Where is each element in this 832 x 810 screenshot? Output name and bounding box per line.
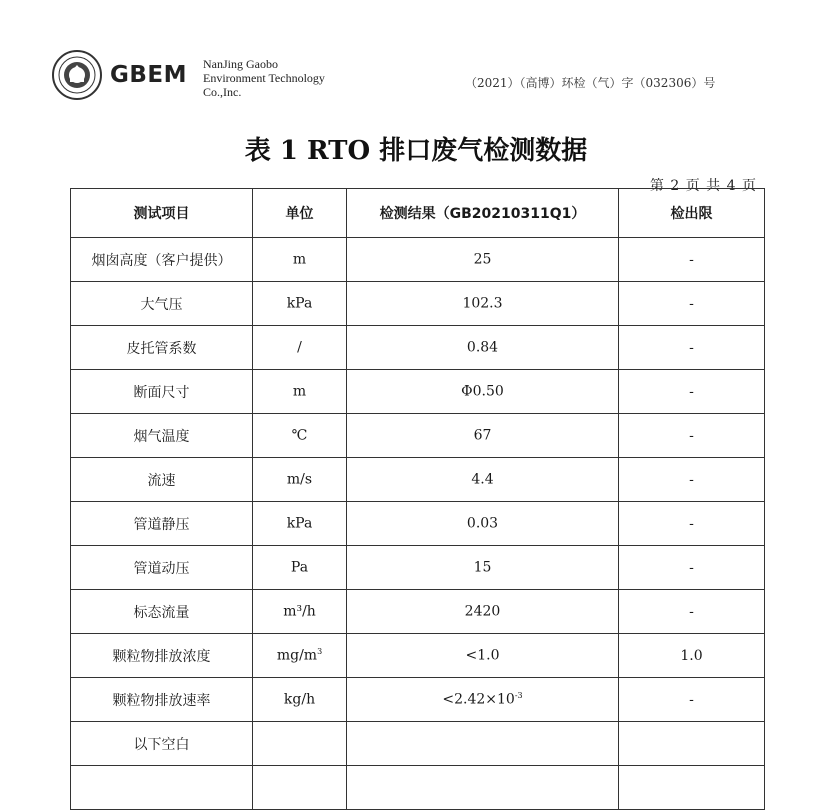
unit-text: m³/h <box>283 603 316 620</box>
item-text: 流速 <box>147 472 176 489</box>
limit-cell <box>619 546 765 590</box>
item-cell <box>71 326 253 370</box>
result-cell <box>347 282 619 326</box>
item-text: 皮托管系数 <box>126 340 197 357</box>
unit-cell <box>253 722 347 766</box>
item-cell <box>71 722 253 766</box>
unit-text: kg/h <box>283 691 316 708</box>
report-number: （2021）（高博）环检（气）字（032306）号 <box>465 76 716 90</box>
limit-text: - <box>689 295 694 312</box>
header-unit: 单位 <box>253 189 347 238</box>
item-text: 大气压 <box>140 296 183 313</box>
limit-cell <box>619 326 765 370</box>
limit-text: - <box>689 251 694 268</box>
brand-name: GBEM <box>110 62 188 88</box>
result-cell <box>347 502 619 546</box>
table-row <box>71 282 765 326</box>
limit-cell <box>619 370 765 414</box>
result-cell <box>347 458 619 502</box>
result-text: <2.42×10 <box>442 691 515 708</box>
table-row <box>71 678 765 722</box>
result-text: <1.0 <box>465 647 500 664</box>
item-text: 颗粒物排放浓度 <box>112 648 211 665</box>
header-result: 检测结果（GB20210311Q1） <box>347 189 619 238</box>
table-row <box>71 238 765 282</box>
unit-cell <box>253 678 347 722</box>
result-cell <box>347 634 619 678</box>
limit-cell <box>619 238 765 282</box>
item-cell <box>71 370 253 414</box>
page-indicator: 第 2 页 共 4 页 <box>649 178 757 194</box>
item-cell <box>71 590 253 634</box>
header-item: 测试项目 <box>71 189 253 238</box>
limit-text: - <box>689 603 694 620</box>
item-cell <box>71 238 253 282</box>
item-text: 管道动压 <box>133 560 190 577</box>
limit-text: - <box>689 691 694 708</box>
item-cell <box>71 546 253 590</box>
unit-text: m <box>292 251 307 268</box>
company-seal-logo <box>52 50 102 100</box>
table-header-row <box>71 189 765 238</box>
unit-cell <box>253 502 347 546</box>
unit-cell <box>253 546 347 590</box>
table-row <box>71 722 765 766</box>
item-text: 标态流量 <box>133 604 190 621</box>
table-row <box>71 546 765 590</box>
result-text: 25 <box>473 251 492 268</box>
item-cell <box>71 458 253 502</box>
item-cell <box>71 282 253 326</box>
limit-cell <box>619 458 765 502</box>
company-name <box>203 57 325 99</box>
table-row <box>71 370 765 414</box>
limit-text: - <box>689 471 694 488</box>
result-text: Φ0.50 <box>461 383 504 400</box>
result-cell <box>347 546 619 590</box>
item-cell <box>71 678 253 722</box>
result-cell <box>347 370 619 414</box>
limit-text: - <box>689 559 694 576</box>
unit-text: mg/m <box>276 647 318 664</box>
unit-text: Pa <box>290 559 309 576</box>
table-row <box>71 634 765 678</box>
unit-text: m <box>292 383 307 400</box>
limit-cell <box>619 722 765 766</box>
unit-text: / <box>297 339 302 356</box>
header-limit: 检出限 <box>619 189 765 238</box>
result-text: 0.03 <box>466 515 499 532</box>
limit-text: - <box>689 339 694 356</box>
unit-text: kPa <box>286 295 313 312</box>
result-cell <box>347 414 619 458</box>
result-text: 15 <box>473 559 492 576</box>
unit-cell <box>253 590 347 634</box>
item-text: 断面尺寸 <box>133 384 190 401</box>
item-cell <box>71 414 253 458</box>
limit-cell <box>619 282 765 326</box>
unit-cell <box>253 414 347 458</box>
unit-cell <box>253 238 347 282</box>
emission-data-table <box>70 188 765 810</box>
table-row <box>71 502 765 546</box>
limit-text: - <box>689 515 694 532</box>
result-text: 2420 <box>464 603 501 620</box>
table-row <box>71 326 765 370</box>
result-text: 4.4 <box>471 471 494 488</box>
company-line: NanJing Gaobo <box>203 57 278 71</box>
limit-cell <box>619 634 765 678</box>
unit-cell <box>253 634 347 678</box>
unit-text: m/s <box>286 471 313 488</box>
limit-cell <box>619 502 765 546</box>
limit-text: - <box>689 383 694 400</box>
unit-text: ℃ <box>291 427 308 444</box>
company-line: Co.,Inc. <box>203 85 242 99</box>
result-cell <box>347 238 619 282</box>
result-cell <box>347 590 619 634</box>
item-text: 管道静压 <box>133 516 190 533</box>
limit-text: 1.0 <box>680 647 703 664</box>
result-text: 102.3 <box>462 295 503 312</box>
table-title: 表 1 RTO 排口废气检测数据 <box>244 136 588 166</box>
unit-superscript: 3 <box>317 647 323 657</box>
table-row <box>71 458 765 502</box>
limit-cell <box>619 590 765 634</box>
item-cell <box>71 634 253 678</box>
unit-text: kPa <box>286 515 313 532</box>
limit-cell <box>619 414 765 458</box>
result-cell <box>347 326 619 370</box>
table-row <box>71 590 765 634</box>
item-text: 烟气温度 <box>133 428 190 445</box>
item-cell <box>71 502 253 546</box>
unit-cell <box>253 326 347 370</box>
item-text: 颗粒物排放速率 <box>112 692 211 709</box>
limit-cell <box>619 678 765 722</box>
result-text: 0.84 <box>466 339 499 356</box>
limit-text: - <box>689 427 694 444</box>
unit-cell <box>253 370 347 414</box>
item-text: 以下空白 <box>133 736 190 753</box>
unit-cell <box>253 282 347 326</box>
result-superscript: -3 <box>514 691 523 701</box>
result-cell <box>347 722 619 766</box>
result-text: 67 <box>473 427 492 444</box>
result-cell <box>347 678 619 722</box>
table-row <box>71 414 765 458</box>
item-text: 烟囱高度（客户提供） <box>91 252 232 269</box>
unit-cell <box>253 458 347 502</box>
company-line: Environment Technology <box>203 71 325 85</box>
